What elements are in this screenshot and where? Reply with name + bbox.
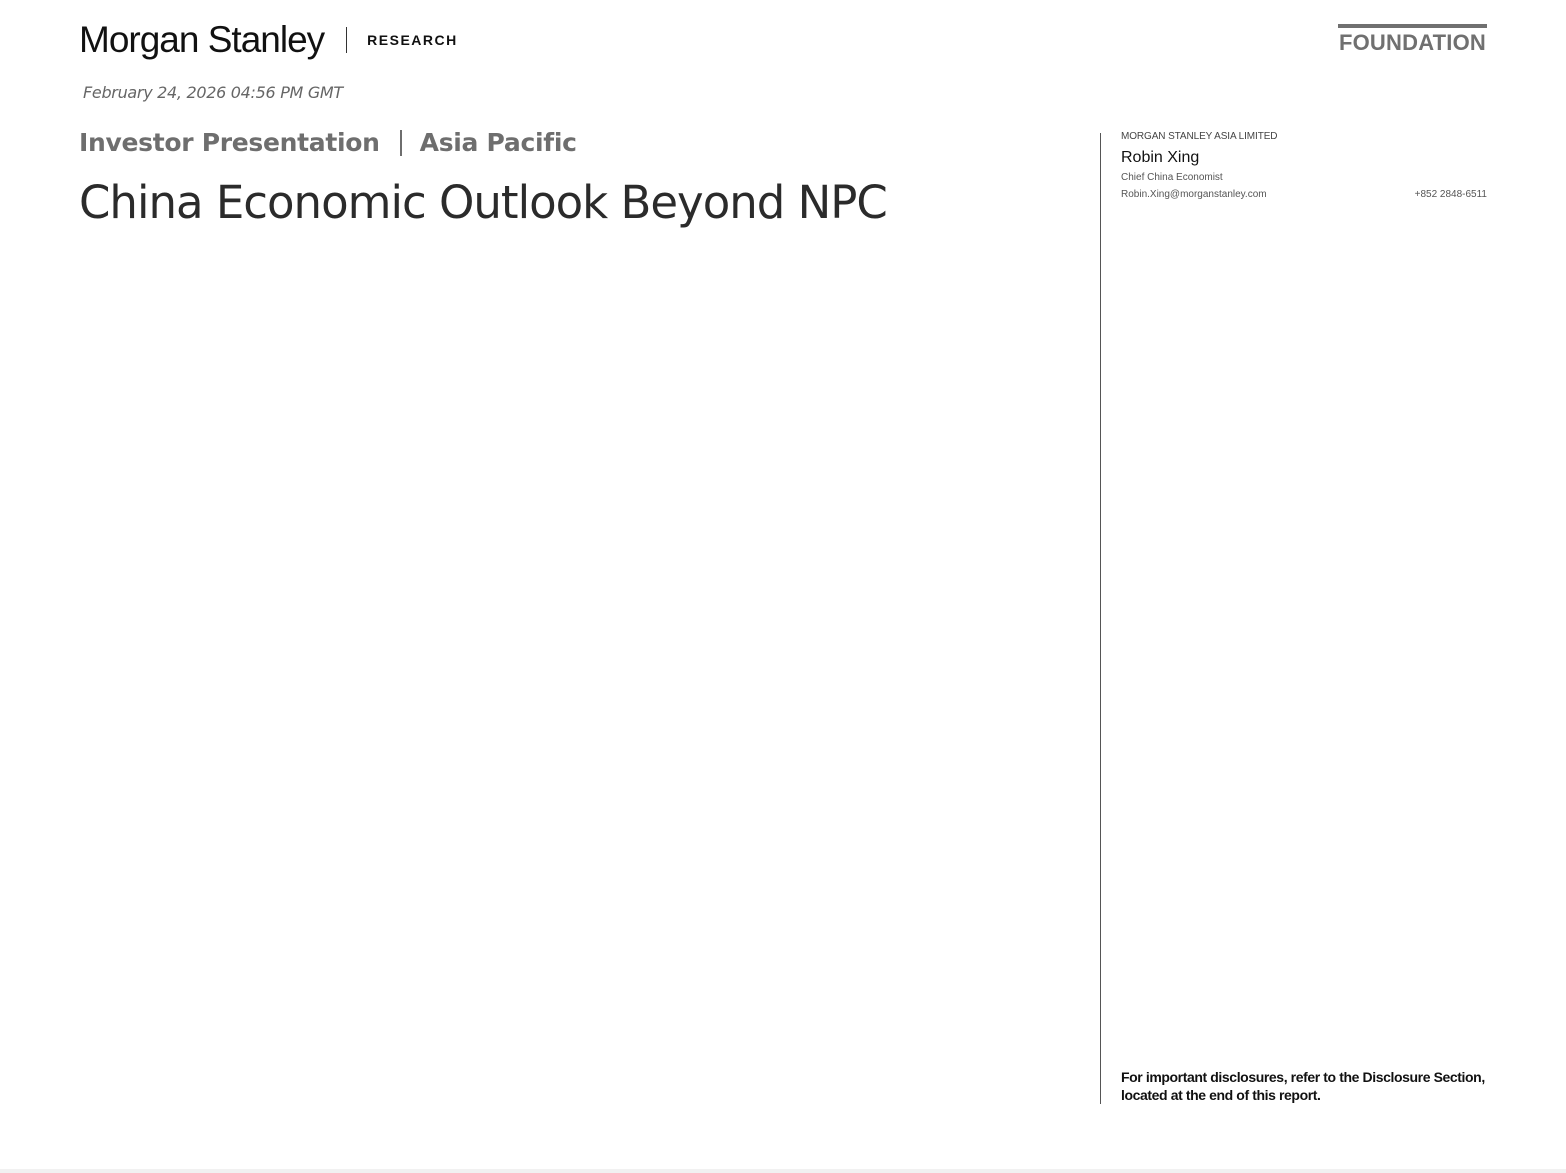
author-email[interactable]: Robin.Xing@morganstanley.com [1121, 189, 1267, 200]
author-firm: MORGAN STANLEY ASIA LIMITED [1121, 131, 1278, 142]
foundation-label [1338, 24, 1487, 56]
disclosure-note: For important disclosures, refer to the Disclosure Section, located at the end of this report. [1121, 1069, 1485, 1103]
category-divider [400, 130, 402, 156]
author-name: Robin Xing [1121, 149, 1200, 166]
foundation-bar [1338, 24, 1487, 28]
report-region: Asia Pacific [419, 128, 577, 157]
brand-divider [346, 27, 347, 53]
brand-section-label: RESEARCH [367, 32, 458, 48]
report-type: Investor Presentation [79, 128, 380, 157]
column-divider [1100, 133, 1101, 1104]
author-role: Chief China Economist [1121, 172, 1223, 183]
foundation-text: FOUNDATION [1338, 30, 1487, 55]
report-category [79, 128, 577, 157]
page-title: China Economic Outlook Beyond NPC [79, 176, 887, 229]
brand-logo: Morgan Stanley [79, 19, 325, 60]
brand-header [79, 18, 458, 62]
author-block [1121, 131, 1487, 200]
author-phone: +852 2848-6511 [1414, 189, 1487, 200]
page-bottom-band [0, 1169, 1566, 1173]
publish-timestamp: February 24, 2026 04:56 PM GMT [83, 83, 343, 102]
author-contact [1121, 189, 1487, 200]
